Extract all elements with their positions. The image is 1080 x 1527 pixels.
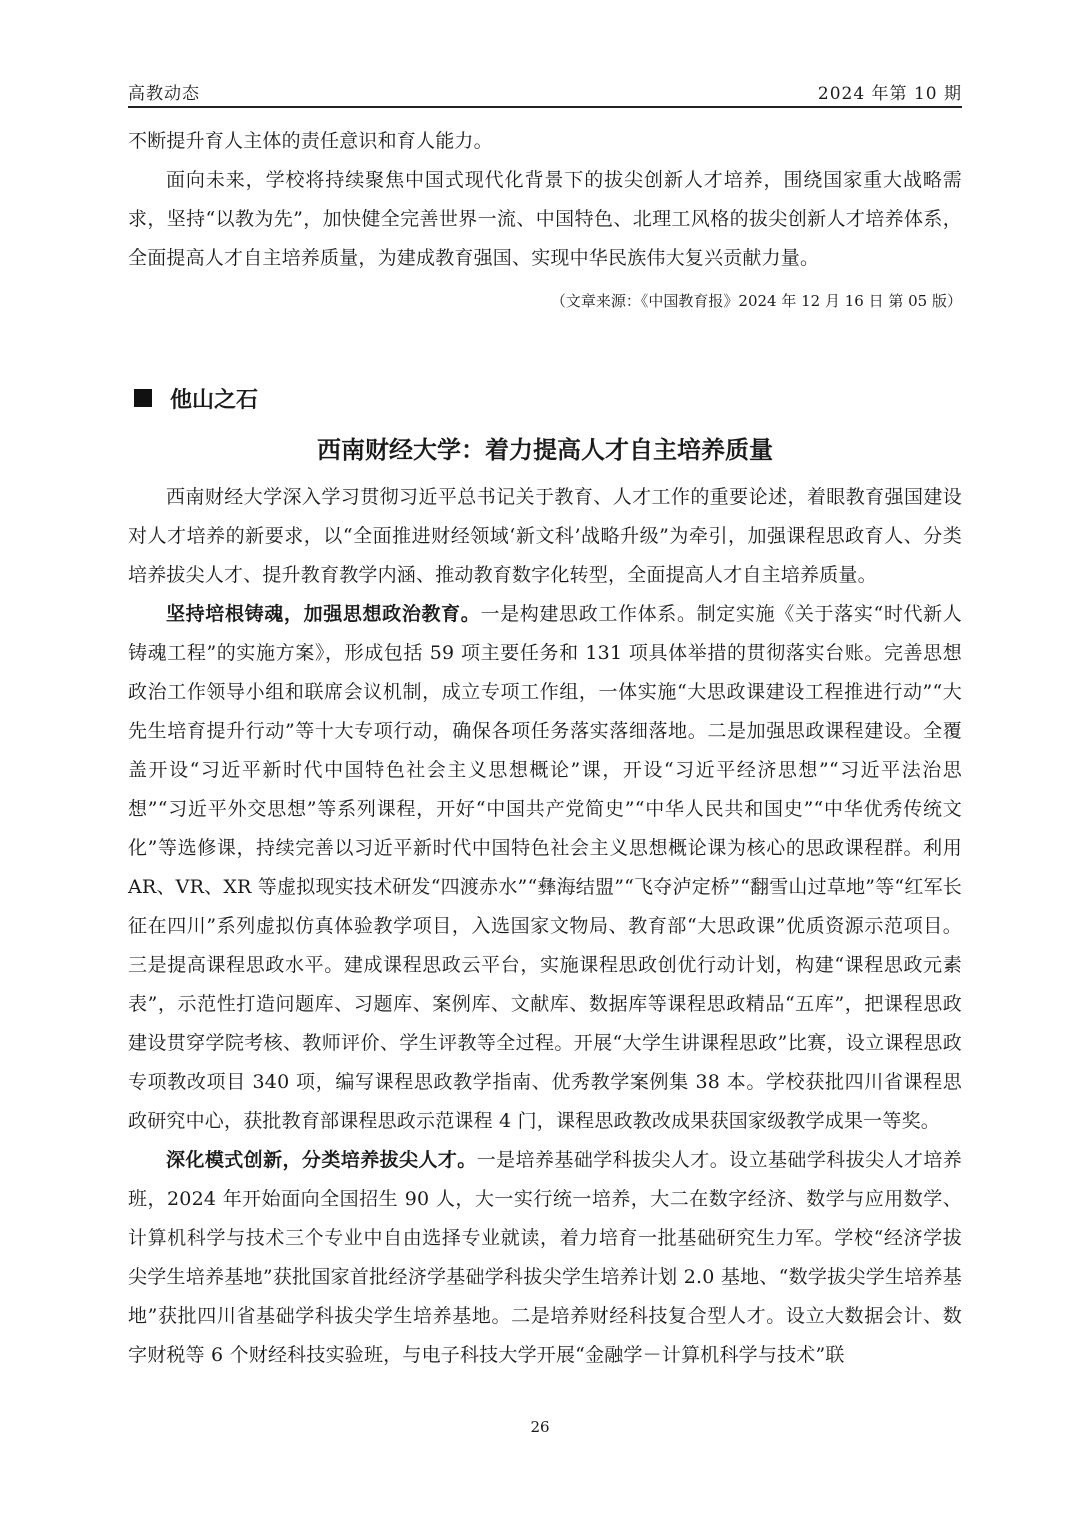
page-content <box>128 122 962 1375</box>
article-source: （文章来源：《中国教育报》2024 年 12 月 16 日 第 05 版） <box>550 292 962 310</box>
article-title: 西南财经大学：着力提高人才自主培养质量 <box>317 436 773 464</box>
paragraph-text: 一是构建思政工作体系。制定实施《关于落实“时代新人铸魂工程”的实施方案》，形成包括 59 项主要任务和 131 项具体举措的贯彻落实台账。完善思想政治工作领导小组和联席会议机制，成立专项工作组，一体实施“大思政课建设工程推进行动”“大先生培育提升行动”等十大专项行动，确保各项任务落实落细落地。二是加强思政课程建设。全覆盖开设“习近平新时代中国特色社会主义思想概论”课，开设“习近平经济思想”“习近平法治思想”“习近平外交思想”等系列课程，开好“中国共产党简史”“中华人民共和国史”“中华优秀传统文化”等选修课，持续完善以习近平新时代中国特色社会主义思想概论课为核心的思政课程群。利用 AR、VR、XR 等虚拟现实技术研发“四渡赤水”“彝海结盟”“飞夺泸定桥”“翻雪山过草地”等“红军长征在四川”系列虚拟仿真体验教学项目，入选国家文物局、教育部“大思政课”优质资源示范项目。三是提高课程思政水平。建成课程思政云平台，实施课程思政创优行动计划，构建“课程思政元素表”，示范性打造问题库、习题库、案例库、文献库、数据库等课程思政精品“五库”，把课程思政建设贯穿学院考核、教师评价、学生评教等全过程。开展“大学生讲课程思政”比赛，设立课程思政专项教改项目 340 项，编写课程思政教学指南、优秀教学案例集 38 本。学校获批四川省课程思政研究中心，获批教育部课程思政示范课程 4 门，课程思政教改成果获国家级教学成果一等奖。 <box>128 603 962 1132</box>
section-heading <box>128 378 962 418</box>
article-intro: 西南财经大学深入学习贯彻习近平总书记关于教育、人才工作的重要论述，着眼教育强国建设对人才培养的新要求，以“全面推进财经领域‘新文科’战略升级”为牵引，加强课程思政育人、分类培养拔尖人才、提升教育教学内涵、推动教育数字化转型，全面提高人才自主培养质量。 <box>128 486 962 586</box>
journal-name: 高教动态 <box>128 83 200 104</box>
paragraph-lead: 坚持培根铸魂，加强思想政治教育。 <box>166 603 481 625</box>
paragraph-text: 一是培养基础学科拔尖人才。设立基础学科拔尖人才培养班，2024 年开始面向全国招生 90 人，大一实行统一培养，大二在数字经济、数学与应用数学、计算机科学与技术三个专业中自由选择专业就读，着力培育一批基础研究生力军。学校“经济学拔尖学生培养基地”获批国家首批经济学基础学科拔尖学生培养计划 2.0 基地、“数学拔尖学生培养基地”获批四川省基础学科拔尖学生培养基地。二是培养财经科技复合型人才。设立大数据会计、数字财税等 6 个财经科技实验班，与电子科技大学开展“金融学－计算机科学与技术”联 <box>128 1149 962 1366</box>
section-title: 他山之石 <box>170 387 259 413</box>
article-paragraph <box>128 1141 962 1375</box>
square-bullet-icon <box>134 389 152 407</box>
article-paragraph <box>128 595 962 1141</box>
prev-article-paragraph: 不断提升育人主体的责任意识和育人能力。 <box>128 130 493 152</box>
page-header <box>128 76 962 108</box>
prev-article-paragraph: 面向未来，学校将持续聚焦中国式现代化背景下的拔尖创新人才培养，围绕国家重大战略需求，坚持“以教为先”，加快健全完善世界一流、中国特色、北理工风格的拔尖创新人才培养体系，全面提高人才自主培养质量，为建成教育强国、实现中华民族伟大复兴贡献力量。 <box>128 169 962 269</box>
paragraph-lead: 深化模式创新，分类培养拔尖人才。 <box>166 1149 477 1171</box>
page-number: 26 <box>530 1418 550 1436</box>
issue-label: 2024 年第 10 期 <box>817 83 962 104</box>
